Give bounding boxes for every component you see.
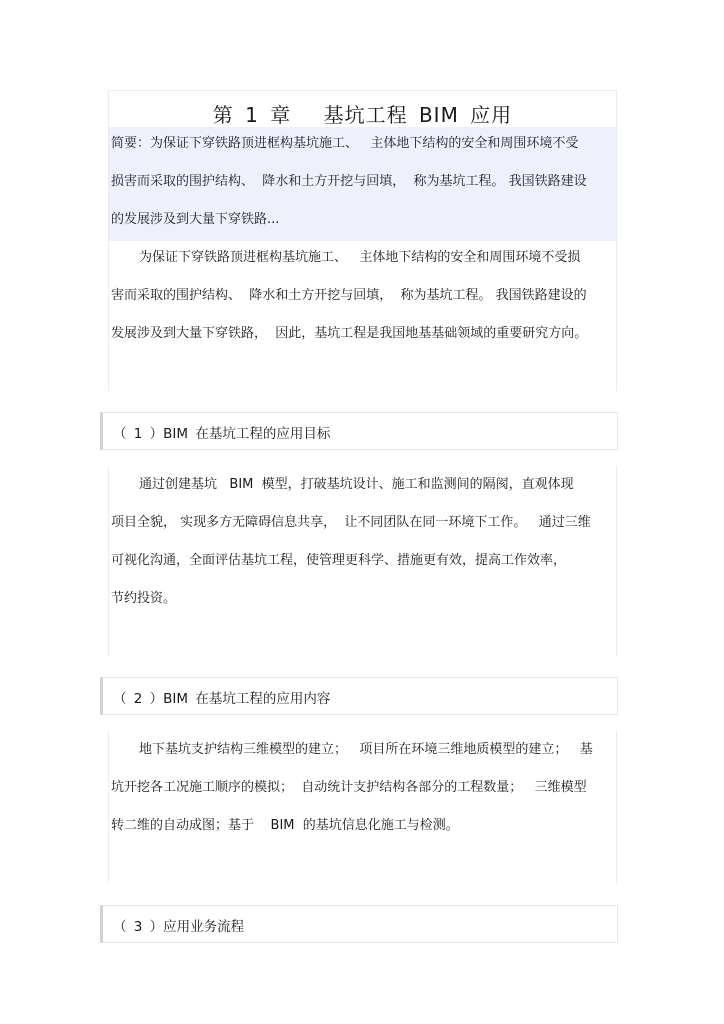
section-2-heading-text: （ 2 ）BIM 在基坑工程的应用内容: [113, 691, 331, 707]
summary-box: [109, 127, 616, 241]
section-2-paragraph: 地下基坑支护结构三维模型的建立； 项目所在环境三维地质模型的建立； 基 坑开挖各工况施工顺序的模拟； 自动统计支护结构各部分的工程数量； 三维模型 转二维的自动成图；基于 BIM 的基坑信息化施工与检测。: [111, 742, 593, 833]
section-3-heading: [100, 905, 618, 943]
section-3-heading-text: （ 3 ）应用业务流程: [113, 919, 245, 935]
section-2-heading: [100, 677, 618, 715]
section-1-body: [108, 466, 617, 656]
section-1-heading-text: （ 1 ）BIM 在基坑工程的应用目标: [113, 426, 331, 442]
section-1-heading: [100, 412, 618, 450]
section-2-body: [108, 731, 617, 883]
section-1-paragraph: 通过创建基坑 BIM 模型，打破基坑设计、施工和监测间的隔阂，直观体现 项目全貌， 实现多方无障碍信息共享， 让不同团队在同一环境下工作。 通过三维 可视化沟通，全面评估基坑工程，使管理更科学、措施更有效，提高工作效率， 节约投资。: [111, 477, 591, 606]
summary-text: 简要：为保证下穿铁路顶进框构基坑施工、 主体地下结构的安全和周围环境不受 损害而采取的围护结构、 降水和土方开挖与回填， 称为基坑工程。 我国铁路建设 的发展涉及到大量下穿铁路...: [111, 136, 587, 227]
page-title: 第 1 章 基坑工程 BIM 应用: [212, 103, 513, 127]
intro-paragraph: 为保证下穿铁路顶进框构基坑施工、 主体地下结构的安全和周围环境不受损 害而采取的围护结构、 降水和土方开挖与回填， 称为基坑工程。 我国铁路建设的 发展涉及到大量下穿铁路， 因此，基坑工程是我国地基基础领域的重要研究方向。: [111, 250, 588, 341]
intro-block: [108, 90, 617, 391]
